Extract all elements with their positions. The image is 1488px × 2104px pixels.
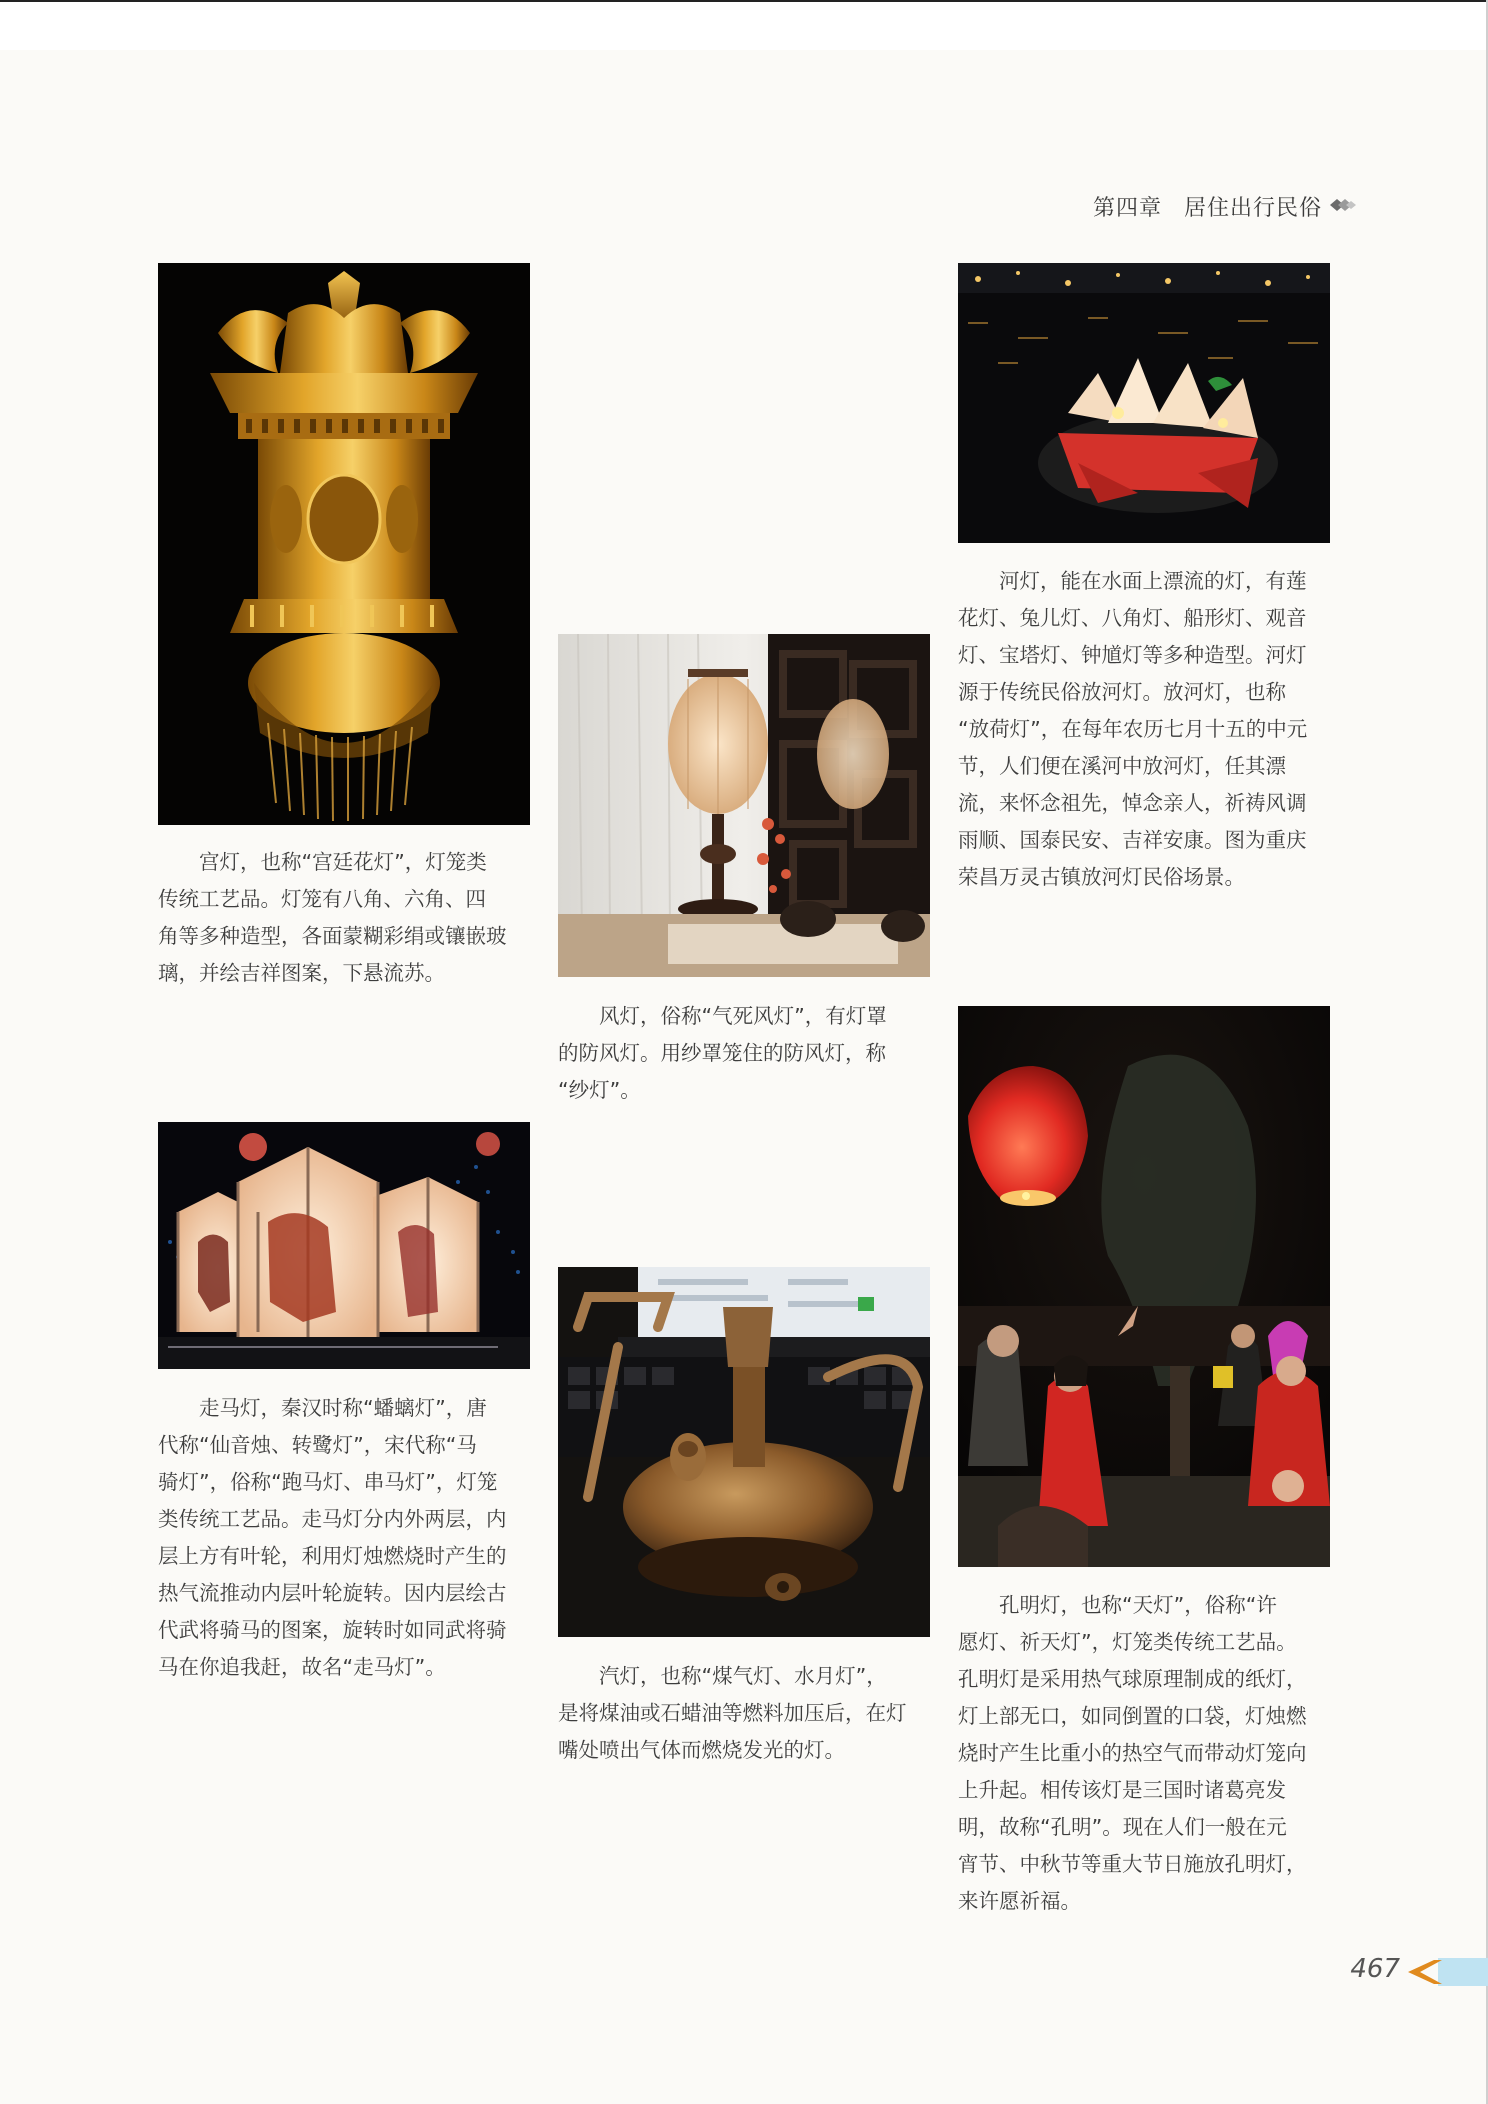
river-lantern-photo [958,263,1330,543]
caption-trotting-horse-lantern: 走马灯，秦汉时称“蟠螭灯”，唐 代称“仙音烛、转鹭灯”，宋代称“马 骑灯”，俗称“跑马灯、串马灯”，灯笼 类传统工艺品。走马灯分内外两层，内 层上方有叶轮，利用灯烛燃烧时产生的 热气流推动内层叶轮旋转。因内层绘古 代武将骑马的图案，旋转时如同武将骑 马在你追我赶，故名“走马灯”。 [158,1396,507,1679]
caption-kongming-lantern: 孔明灯，也称“天灯”，俗称“许 愿灯、祈天灯”，灯笼类传统工艺品。 孔明灯是采用热气球原理制成的纸灯， 灯上部无口，如同倒置的口袋，灯烛燃 烧时产生比重小的热空气而带动灯笼向 上升起。相传该灯是三国时诸葛亮发 明，故称“孔明”。现在人们一般在元 宵节、中秋节等重大节日施放孔明灯， 来许愿祈福。 [958,1593,1307,1913]
page-number: 467 [1350,1954,1400,1984]
top-band [0,0,1488,52]
chapter-number: 第四章 [1092,195,1162,221]
kongming-lantern-photo [958,1006,1330,1567]
palace-lantern-photo [158,263,530,825]
page-tab-arrow-icon [1404,1956,1488,1988]
diamond-ornament-icon [1328,194,1358,219]
caption-river-lantern: 河灯，能在水面上漂流的灯，有莲 花灯、兔儿灯、八角灯、船形灯、观音 灯、宝塔灯、钟馗灯等多种造型。河灯 源于传统民俗放河灯。放河灯，也称 “放荷灯”，在每年农历七月十五的中元 节，人们便在溪河中放河灯，任其漂 流，来怀念祖先，悼念亲人，祈祷风调 雨顺、国泰民安、吉祥安康。图为重庆 荣昌万灵古镇放河灯民俗场景。 [958,569,1308,889]
caption-gas-lamp: 汽灯，也称“煤气灯、水月灯”， 是将煤油或石蜡油等燃料加压后，在灯 嘴处喷出气体而燃烧发光的灯。 [558,1664,907,1762]
caption-palace-lantern: 宫灯，也称“宫廷花灯”，灯笼类 传统工艺品。灯笼有八角、六角、四 角等多种造型，各面蒙糊彩绢或镶嵌玻 璃，并绘吉祥图案，下悬流苏。 [158,850,507,985]
wind-lantern-photo [558,634,930,977]
caption-wind-lantern: 风灯，俗称“气死风灯”，有灯罩 的防风灯。用纱罩笼住的防风灯，称 “纱灯”。 [558,1004,887,1102]
chapter-title: 居住出行民俗 [1183,195,1322,221]
gas-lamp-photo [558,1267,930,1637]
trotting-horse-lantern-photo [158,1122,530,1369]
running-header [1093,190,1358,222]
